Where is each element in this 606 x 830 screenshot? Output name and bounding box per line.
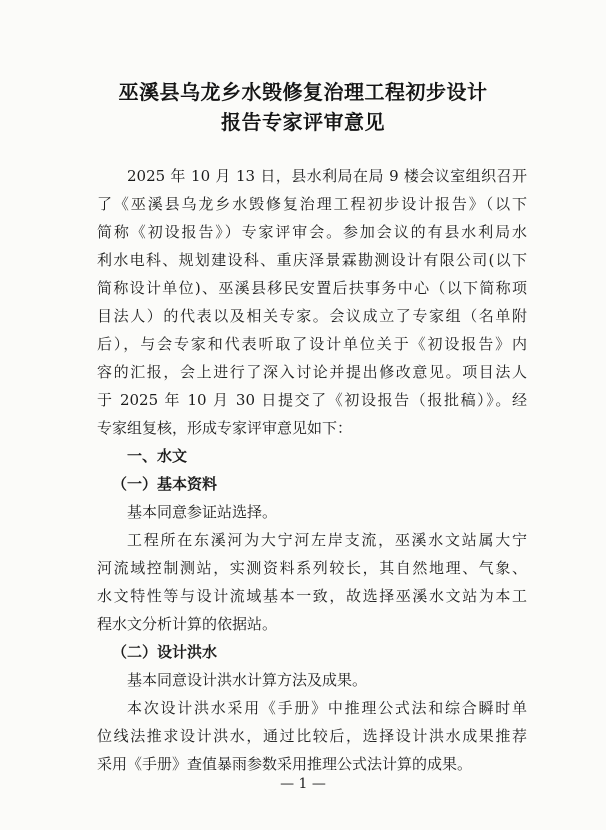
- page-number: — 1 —: [280, 776, 326, 792]
- subsection-2-paragraph-2-line-3: 采用《手册》查值暴雨参数采用推理公式法计算的成果。: [97, 755, 473, 773]
- subsection-2-paragraph-2-line-1: 本次设计洪水采用《手册》中推理公式法和综合瞬时单: [127, 699, 527, 717]
- subsection-1-paragraph-2-line-1: 工程所在东溪河为大宁河左岸支流，巫溪水文站属大宁: [127, 531, 527, 549]
- paragraph-1-line-4: 利水电科、规划建设科、重庆泽景霖勘测设计有限公司(以下: [97, 251, 527, 269]
- paragraph-1-line-8: 容的汇报，会上进行了深入讨论并提出修改意见。项目法人: [97, 363, 527, 381]
- paragraph-1-line-1: 2025 年 10 月 13 日，县水利局在局 9 楼会议室组织召开: [127, 167, 527, 185]
- subsection-2-paragraph-1: 基本同意设计洪水计算方法及成果。: [127, 671, 368, 689]
- paragraph-1-line-7: 后），与会专家和代表听取了设计单位关于《初设报告》内: [97, 335, 527, 353]
- document-title-line-1: 巫溪县乌龙乡水毁修复治理工程初步设计: [118, 80, 488, 104]
- subsection-heading-design-flood: （二）设计洪水: [112, 643, 218, 661]
- subsection-1-paragraph-2-line-4: 程水文分析计算的依据站。: [97, 615, 278, 633]
- paragraph-1-line-5: 简称设计单位)、巫溪县移民安置后扶事务中心（以下简称项: [97, 279, 527, 297]
- subsection-1-paragraph-2-line-2: 河流域控制测站，实测资料系列较长，其自然地理、气象、: [97, 559, 527, 577]
- paragraph-1-line-9: 于 2025 年 10 月 30 日提交了《初设报告（报批稿）》。经: [97, 391, 527, 409]
- subsection-heading-basic-data: （一）基本资料: [112, 475, 218, 493]
- paragraph-1-line-10: 专家组复核，形成专家评审意见如下：: [97, 419, 353, 437]
- paragraph-1-line-2: 了《巫溪县乌龙乡水毁修复治理工程初步设计报告》（以下: [97, 195, 527, 213]
- paragraph-1-line-3: 简称《初设报告》）专家评审会。参加会议的有县水利局水: [97, 223, 527, 241]
- paragraph-1-line-6: 目法人）的代表以及相关专家。会议成立了专家组（名单附: [97, 307, 527, 325]
- subsection-1-paragraph-2-line-3: 水文特性等与设计流域基本一致，故选择巫溪水文站为本工: [97, 587, 527, 605]
- document-title-line-2: 报告专家评审意见: [221, 110, 385, 134]
- section-heading-hydrology: 一、水文: [127, 447, 188, 465]
- subsection-2-paragraph-2-line-2: 位线法推求设计洪水，通过比较后，选择设计洪水成果推荐: [97, 727, 527, 745]
- subsection-1-paragraph-1: 基本同意参证站选择。: [127, 503, 278, 521]
